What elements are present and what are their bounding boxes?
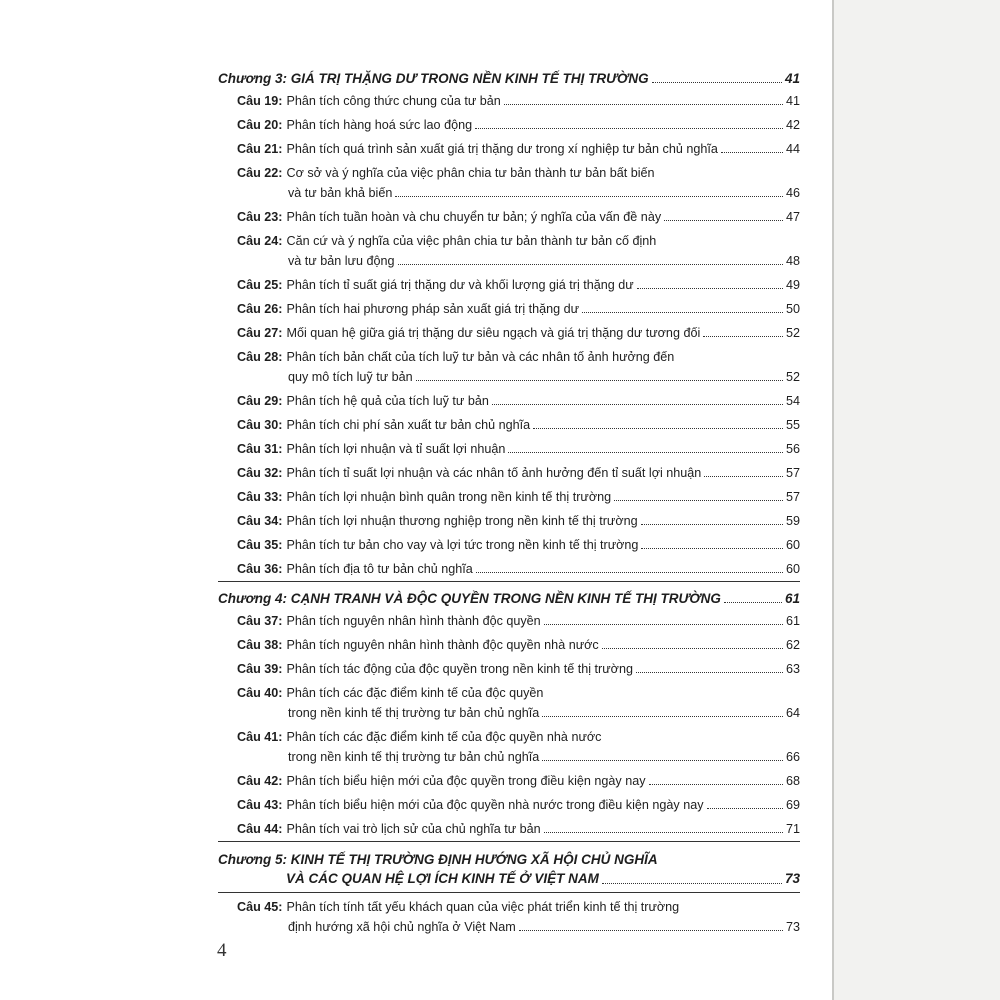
question-number: Câu 29: [237,394,283,408]
entry-text: Phân tích nguyên nhân hình thành độc quyền [286,614,541,628]
entry-text: Phân tích các đặc điểm kinh tế của độc quyền nhà nước [286,730,602,744]
toc-entry[interactable] [218,465,800,481]
entry-page-number: 42 [785,118,800,132]
leader-dots [542,760,783,761]
question-number: Câu 42: [237,774,283,788]
question-number: Câu 32: [237,466,283,480]
leader-dots [398,264,783,265]
question-number: Câu 31: [237,442,283,456]
toc-entry[interactable] [218,117,800,133]
entry-page-number: 66 [785,750,800,764]
entry-page-number: 54 [785,394,800,408]
entry-text-continued: định hướng xã hội chủ nghĩa ở Việt Nam [288,920,516,934]
entry-text: Mối quan hệ giữa giá trị thặng dư siêu ngạch và giá trị thặng dư tương đối [286,326,701,340]
question-number: Câu 40: [237,686,283,700]
chapter-heading[interactable] [218,850,800,888]
entry-text-continued: trong nền kinh tế thị trường tư bản chủ nghĩa [288,706,540,720]
leader-dots [602,883,782,884]
page-edge [832,0,834,1000]
question-number: Câu 35: [237,538,283,552]
leader-dots [703,336,783,337]
entry-text: Phân tích biểu hiện mới của độc quyền nhà nước trong điều kiện ngày nay [286,798,704,812]
entry-page-number: 47 [785,210,800,224]
toc-entry[interactable] [218,209,800,225]
leader-dots [519,930,783,931]
entry-page-number: 55 [785,418,800,432]
section-divider [218,841,800,842]
entry-text: Phân tích các đặc điểm kinh tế của độc quyền [286,686,544,700]
question-number: Câu 44: [237,822,283,836]
entry-text: Phân tích lợi nhuận và tỉ suất lợi nhuận [286,442,506,456]
entry-page-number: 60 [785,538,800,552]
section-divider [218,581,800,582]
entry-text: Phân tích quá trình sản xuất giá trị thặng dư trong xí nghiệp tư bản chủ nghĩa [286,142,718,156]
entry-text: Phân tích hàng hoá sức lao động [286,118,473,132]
section-divider [218,892,800,893]
entry-page-number: 71 [785,822,800,836]
leader-dots [544,624,783,625]
page-folio-number: 4 [217,940,227,961]
leader-dots [492,404,783,405]
question-number: Câu 30: [237,418,283,432]
toc-entry[interactable] [218,797,800,813]
question-number: Câu 34: [237,514,283,528]
chapter-heading[interactable] [218,590,800,607]
entry-text: Phân tích hệ quả của tích luỹ tư bản [286,394,489,408]
toc-entry[interactable] [218,165,800,201]
toc-entry[interactable] [218,393,800,409]
entry-text: Cơ sở và ý nghĩa của việc phân chia tư bản thành tư bản bất biến [286,166,655,180]
question-number: Câu 33: [237,490,283,504]
entry-page-number: 57 [785,466,800,480]
leader-dots [707,808,783,809]
leader-dots [724,602,782,603]
toc-entry[interactable] [218,685,800,721]
entry-page-number: 73 [785,920,800,934]
question-number: Câu 36: [237,562,283,576]
leader-dots [542,716,783,717]
leader-dots [704,476,783,477]
question-number: Câu 21: [237,142,283,156]
leader-dots [533,428,783,429]
leader-dots [652,82,782,83]
entry-page-number: 48 [785,254,800,268]
question-number: Câu 19: [237,94,283,108]
chapter-title-continued: VÀ CÁC QUAN HỆ LỢI ÍCH KINH TẾ Ở VIỆT NAM [286,871,599,886]
question-number: Câu 37: [237,614,283,628]
leader-dots [395,196,783,197]
entry-text-continued: quy mô tích luỹ tư bản [288,370,413,384]
leader-dots [614,500,783,501]
entry-text: Phân tích lợi nhuận bình quân trong nền kinh tế thị trường [286,490,612,504]
leader-dots [508,452,783,453]
toc-entry[interactable] [218,141,800,157]
entry-page-number: 68 [785,774,800,788]
toc-entry[interactable] [218,613,800,629]
entry-text: Phân tích bản chất của tích luỹ tư bản và các nhân tố ảnh hưởng đến [286,350,675,364]
question-number: Câu 26: [237,302,283,316]
leader-dots [664,220,783,221]
question-number: Câu 24: [237,234,283,248]
entry-text: Phân tích vai trò lịch sử của chủ nghĩa tư bản [286,822,541,836]
leader-dots [636,672,783,673]
leader-dots [721,152,783,153]
toc-entry[interactable] [218,637,800,653]
entry-text: Phân tích biểu hiện mới của độc quyền trong điều kiện ngày nay [286,774,646,788]
question-number: Câu 39: [237,662,283,676]
entry-page-number: 46 [785,186,800,200]
chapter-title: Chương 5: KINH TẾ THỊ TRƯỜNG ĐỊNH HƯỚNG XÃ HỘI CHỦ NGHĨA [218,852,658,867]
entry-page-number: 57 [785,490,800,504]
entry-page-number: 62 [785,638,800,652]
chapter-page-number: 73 [784,871,800,886]
toc-entry[interactable] [218,537,800,553]
question-number: Câu 23: [237,210,283,224]
leader-dots [476,572,783,573]
question-number: Câu 28: [237,350,283,364]
entry-page-number: 59 [785,514,800,528]
entry-page-number: 50 [785,302,800,316]
entry-text: Phân tích chi phí sản xuất tư bản chủ nghĩa [286,418,531,432]
toc-entry[interactable] [218,277,800,293]
entry-text: Phân tích tác động của độc quyền trong nền kinh tế thị trường [286,662,633,676]
chapter-heading[interactable] [218,70,800,87]
leader-dots [641,524,783,525]
chapter-page-number: 61 [784,591,800,606]
toc-entry[interactable] [218,325,800,341]
toc-entry[interactable] [218,489,800,505]
table-of-contents [218,70,800,943]
leader-dots [504,104,783,105]
entry-page-number: 61 [785,614,800,628]
question-number: Câu 20: [237,118,283,132]
entry-page-number: 44 [785,142,800,156]
entry-text: Phân tích công thức chung của tư bản [286,94,501,108]
toc-entry[interactable] [218,513,800,529]
entry-text: Phân tích tính tất yếu khách quan của việc phát triển kinh tế thị trường [286,900,680,914]
entry-text: Phân tích địa tô tư bản chủ nghĩa [286,562,473,576]
entry-page-number: 56 [785,442,800,456]
question-number: Câu 22: [237,166,283,180]
leader-dots [416,380,783,381]
entry-page-number: 60 [785,562,800,576]
leader-dots [475,128,783,129]
question-number: Câu 25: [237,278,283,292]
leader-dots [602,648,783,649]
leader-dots [544,832,783,833]
entry-page-number: 41 [785,94,800,108]
entry-text-continued: trong nền kinh tế thị trường tư bản chủ nghĩa [288,750,540,764]
entry-page-number: 52 [785,326,800,340]
toc-entry[interactable] [218,561,800,577]
toc-entry[interactable] [218,821,800,837]
question-number: Câu 43: [237,798,283,812]
toc-entry[interactable] [218,729,800,765]
toc-entry[interactable] [218,349,800,385]
entry-page-number: 69 [785,798,800,812]
entry-text: Căn cứ và ý nghĩa của việc phân chia tư bản thành tư bản cố định [286,234,657,248]
entry-text: Phân tích tuần hoàn và chu chuyển tư bản; ý nghĩa của vấn đề này [286,210,662,224]
entry-text: Phân tích tỉ suất lợi nhuận và các nhân tố ảnh hưởng đến tỉ suất lợi nhuận [286,466,702,480]
question-number: Câu 27: [237,326,283,340]
chapter-title: Chương 4: CẠNH TRANH VÀ ĐỘC QUYỀN TRONG NỀN KINH TẾ THỊ TRƯỜNG [218,591,721,606]
chapter-page-number: 41 [784,71,800,86]
toc-entry[interactable] [218,441,800,457]
question-number: Câu 41: [237,730,283,744]
entry-page-number: 63 [785,662,800,676]
chapter-title: Chương 3: GIÁ TRỊ THẶNG DƯ TRONG NỀN KINH TẾ THỊ TRƯỜNG [218,71,649,86]
toc-entry[interactable] [218,773,800,789]
entry-page-number: 64 [785,706,800,720]
toc-entry[interactable] [218,301,800,317]
entry-page-number: 49 [785,278,800,292]
entry-page-number: 52 [785,370,800,384]
entry-text: Phân tích lợi nhuận thương nghiệp trong nền kinh tế thị trường [286,514,638,528]
question-number: Câu 38: [237,638,283,652]
toc-entry[interactable] [218,661,800,677]
leader-dots [582,312,783,313]
leader-dots [637,288,783,289]
entry-text-continued: và tư bản khả biến [288,186,393,200]
toc-entry[interactable] [218,93,800,109]
toc-entry[interactable] [218,233,800,269]
entry-text: Phân tích nguyên nhân hình thành độc quyền nhà nước [286,638,599,652]
entry-text: Phân tích tư bản cho vay và lợi tức trong nền kinh tế thị trường [286,538,639,552]
question-number: Câu 45: [237,900,283,914]
entry-text: Phân tích hai phương pháp sản xuất giá trị thặng dư [286,302,580,316]
leader-dots [641,548,783,549]
entry-text-continued: và tư bản lưu động [288,254,395,268]
entry-text: Phân tích tỉ suất giá trị thặng dư và khối lượng giá trị thặng dư [286,278,634,292]
leader-dots [649,784,783,785]
toc-entry[interactable] [218,899,800,935]
toc-entry[interactable] [218,417,800,433]
